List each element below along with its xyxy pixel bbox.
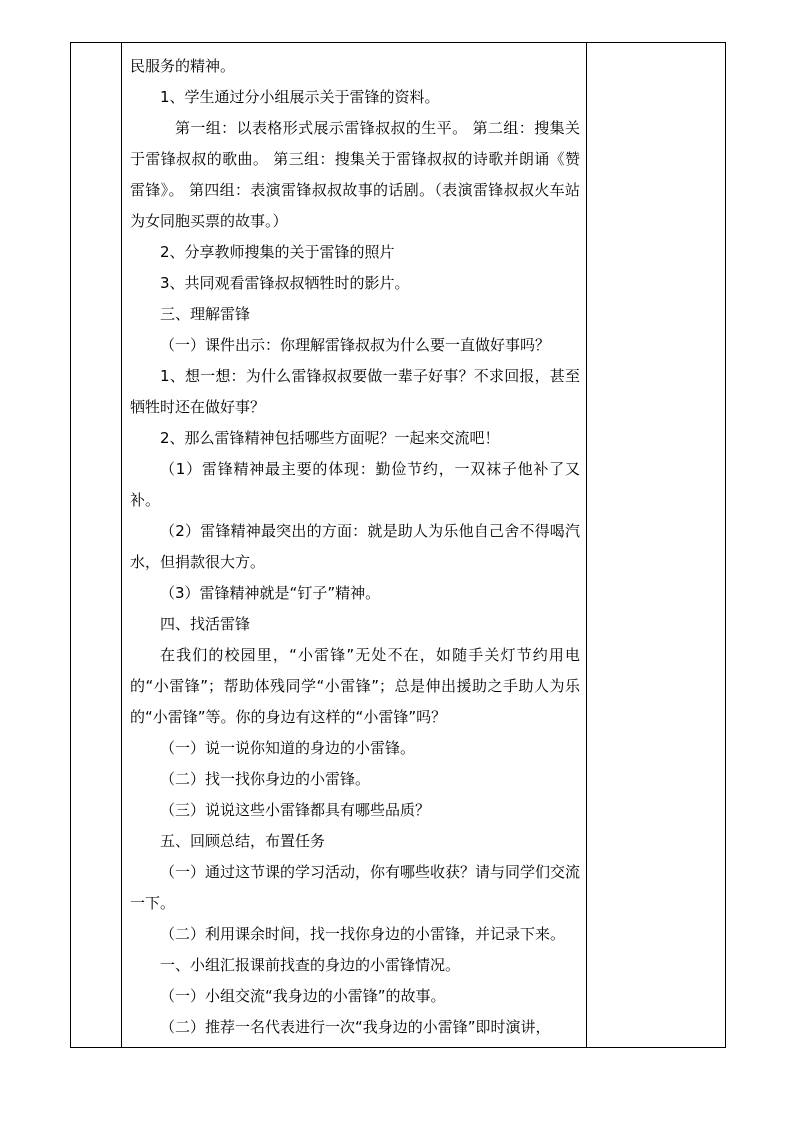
lesson-plan-table xyxy=(70,42,726,1048)
content-cell xyxy=(122,43,587,1048)
paragraph: 3、共同观看雷锋叔叔牺牲时的影片。 xyxy=(160,274,410,292)
paragraph: （2）雷锋精神最突出的方面：就是助人为乐他自己舍不得喝汽水，但捐款很大方。 xyxy=(130,522,580,571)
paragraph: （1）雷锋精神最主要的体现：勤俭节约，一双袜子他补了又补。 xyxy=(130,460,580,509)
paragraph: 五、回顾总结，布置任务 xyxy=(160,832,326,850)
table-row xyxy=(71,43,726,1048)
paragraph: 2、分享教师搜集的关于雷锋的照片 xyxy=(160,243,395,261)
paragraph: 1、想一想：为什么雷锋叔叔要做一辈子好事？不求回报，甚至牺牲时还在做好事？ xyxy=(130,367,580,416)
left-margin-cell xyxy=(71,43,122,1048)
paragraph: 三、理解雷锋 xyxy=(160,305,251,323)
paragraph: （一）说一说你知道的身边的小雷锋。 xyxy=(160,739,416,757)
paragraph: 第一组：以表格形式展示雷锋叔叔的生平。 第二组：搜集关于雷锋叔叔的歌曲。 第三组：搜集关于雷锋叔叔的诗歌并朗诵《赞雷锋》。 第四组：表演雷锋叔叔故事的话剧。（表演雷锋叔叔火车站为女同胞买票的故事。） xyxy=(130,119,580,230)
paragraph: （二）利用课余时间，找一找你身边的小雷锋，并记录下来。 xyxy=(160,925,566,943)
paragraph: 2、那么雷锋精神包括哪些方面呢？一起来交流吧！ xyxy=(160,429,500,447)
paragraph: （3）雷锋精神就是“钉子”精神。 xyxy=(160,584,381,602)
paragraph: （一）课件出示：你理解雷锋叔叔为什么要一直做好事吗？ xyxy=(160,336,551,354)
paragraph: （一）通过这节课的学习活动，你有哪些收获？请与同学们交流一下。 xyxy=(130,863,581,912)
paragraph: 在我们的校园里，“小雷锋”无处不在，如随手关灯节约用电的“小雷锋”；帮助体残同学“小雷锋”；总是伸出援助之手助人为乐的“小雷锋”等。你的身边有这样的“小雷锋”吗？ xyxy=(130,646,580,726)
lesson-content xyxy=(122,43,586,1043)
paragraph: 民服务的精神。 xyxy=(130,57,236,75)
notes-cell xyxy=(587,43,726,1048)
paragraph: （二）推荐一名代表进行一次“我身边的小雷锋”即时演讲， xyxy=(160,1018,551,1036)
paragraph: （一）小组交流“我身边的小雷锋”的故事。 xyxy=(160,987,446,1005)
paragraph: 四、找活雷锋 xyxy=(160,615,251,633)
paragraph: 一、小组汇报课前找查的身边的小雷锋情况。 xyxy=(160,956,461,974)
paragraph: 1、学生通过分小组展示关于雷锋的资料。 xyxy=(160,88,440,106)
paragraph: （三）说说这些小雷锋都具有哪些品质？ xyxy=(160,801,431,819)
paragraph: （二）找一找你身边的小雷锋。 xyxy=(160,770,371,788)
